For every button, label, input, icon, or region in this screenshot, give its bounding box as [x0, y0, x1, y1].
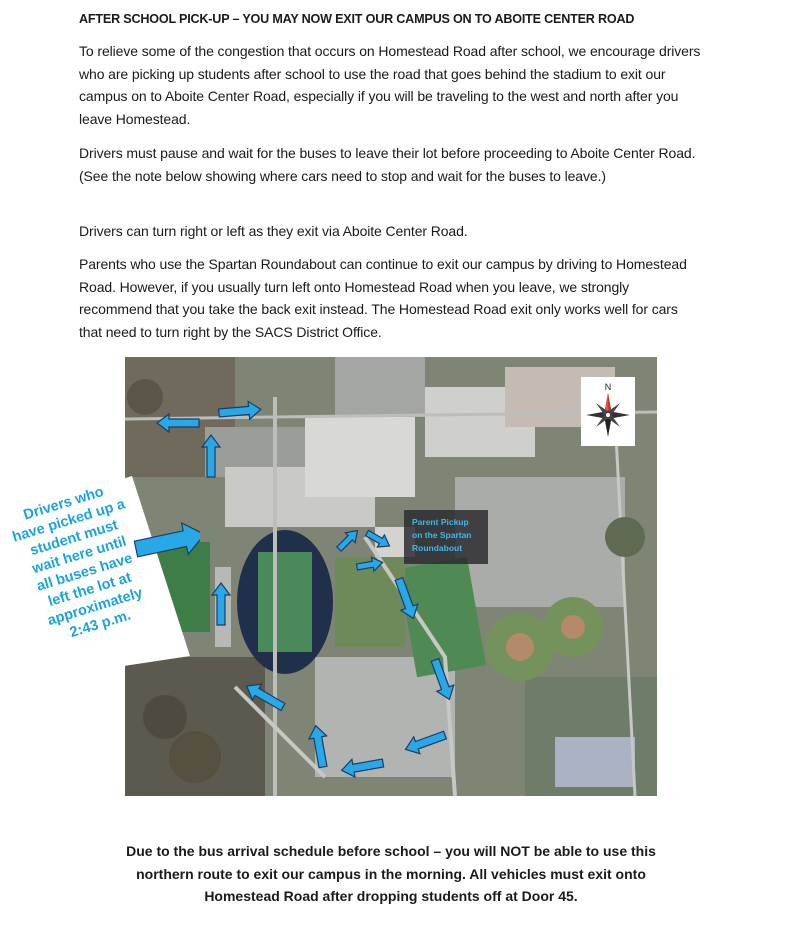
morning-route-notice: Due to the bus arrival schedule before school – you will NOT be able to use this northern route to exit our campus in the morning. All vehicles must exit onto Homestead Road after dropping students off at Door 45.: [126, 843, 656, 905]
paragraph-wait-for-buses: Drivers must pause and wait for the buses to leave their lot before proceeding to Aboite Center Road. (See the note below showing where cars need to stop and wait for the buses to leave.): [79, 145, 696, 184]
north-compass: [581, 377, 635, 446]
bus-wait-callout: Drivers who have picked up a student must wait here until all buses have left the lot at approximately 2:43 p.m.: [10, 483, 145, 642]
aerial-photo: [125, 357, 657, 796]
paragraph-roundabout: Parents who use the Spartan Roundabout can continue to exit our campus by driving to Homestead Road. However, if you usually turn left onto Homestead Road when you leave, we strongly recommend that you take the back exit instead. The Homestead Road exit only works well for cars that need to turn right by the SACS District Office.: [79, 256, 687, 340]
compass-north-label: N: [604, 382, 612, 392]
campus-aerial-map: [125, 357, 657, 796]
paragraph-turn-direction: Drivers can turn right or left as they exit via Aboite Center Road.: [79, 223, 468, 239]
page-heading: AFTER SCHOOL PICK-UP – YOU MAY NOW EXIT OUR CAMPUS ON TO ABOITE CENTER ROAD: [79, 12, 635, 26]
paragraph-congestion: To relieve some of the congestion that occurs on Homestead Road after school, we encourage drivers who are picking up students after school to use the road that goes behind the stadium to exit our campus on to Aboite Center Road, especially if you will be traveling to the west and north after you leave Homestead.: [79, 43, 701, 127]
parent-pickup-label: Parent Pickup on the Spartan Roundabout: [404, 510, 488, 564]
